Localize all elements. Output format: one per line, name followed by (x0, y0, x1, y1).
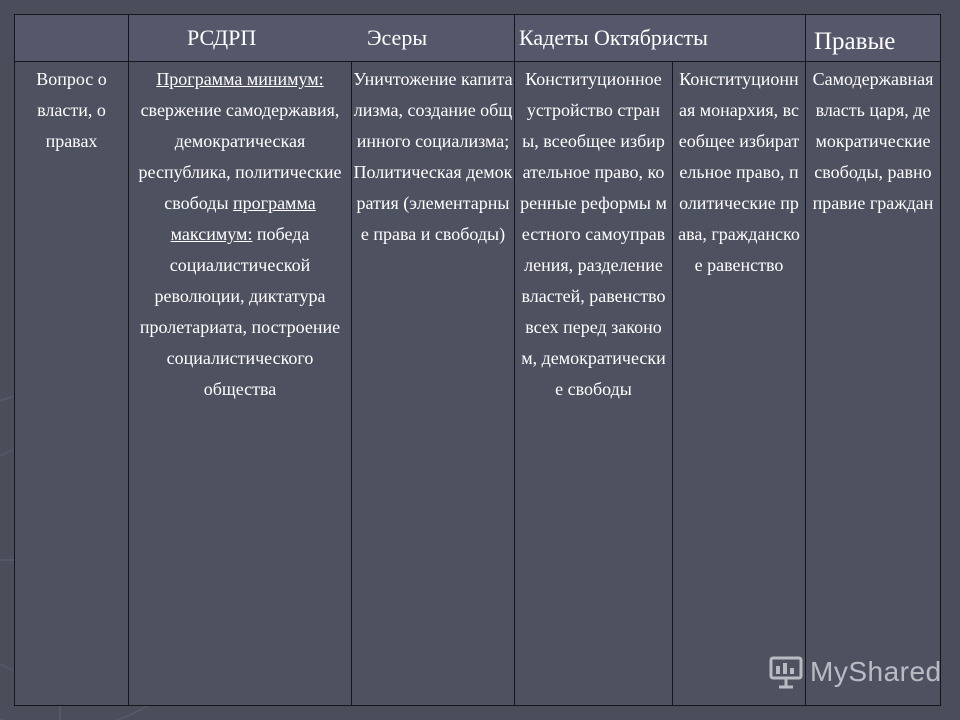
header-esery: Эсеры (367, 25, 428, 50)
oktyabristy-program: Конституционная монархия, всеобщее избирательное право, политические права, гражданское равенство (678, 69, 800, 275)
kadety-cell (514, 61, 673, 706)
header-rsdrp-esery (128, 14, 515, 62)
header-pravye (805, 14, 941, 62)
watermark-text: MyShared (810, 656, 942, 687)
rsdrp-min-title: Программа минимум: (156, 69, 324, 89)
header-pravye-label: Правые (814, 28, 896, 55)
header-kadety-oktyabristy-label: Кадеты Октябристы (519, 25, 708, 50)
rsdrp-min-text: свержение самодержавия, демократическая республика, политические свободы (138, 100, 342, 213)
esery-program: Уничтожение капитализма, создание общинного социализма; Политическая демократия (элементарные права и свободы) (353, 69, 513, 244)
row-label-cell (14, 61, 129, 706)
rsdrp-cell (128, 61, 352, 706)
pravye-cell (805, 61, 941, 706)
header-rsdrp: РСДРП (187, 25, 257, 50)
presentation-board-icon (768, 654, 804, 690)
rsdrp-program (129, 62, 351, 405)
rsdrp-max-text: победа социалистической революции, диктатура пролетариата, построение социалистического общества (139, 224, 341, 399)
pravye-program: Самодержавная власть царя, демократические свободы, равноправие граждан (812, 69, 934, 213)
header-kadety-oktyabristy (514, 14, 806, 62)
oktyabristy-cell (672, 61, 806, 706)
kadety-program: Конституционное устройство страны, всеобщее избирательное право, коренные реформы местного самоуправления, разделение властей, равенство всех перед законом, демократические свободы (520, 69, 667, 399)
watermark (768, 652, 948, 692)
rsdrp-max-title: программа максимум: (170, 193, 316, 244)
esery-cell (351, 61, 515, 706)
header-empty-cell (14, 14, 129, 62)
row-label: Вопрос о власти, о правах (36, 69, 107, 151)
